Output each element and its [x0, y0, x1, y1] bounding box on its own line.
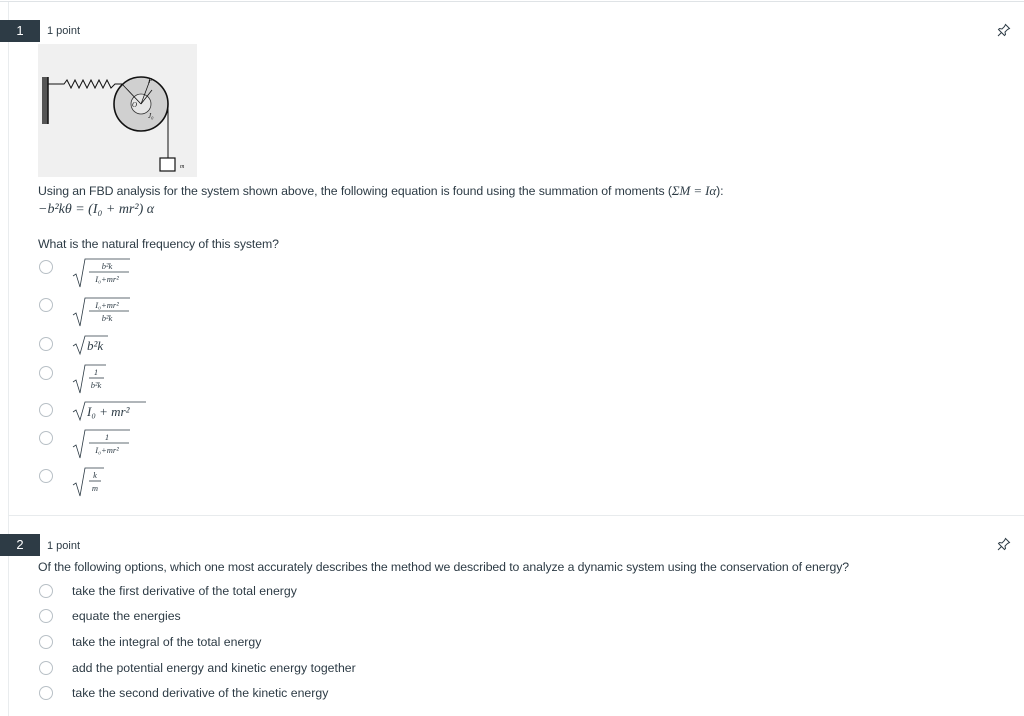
option-1-formula — [70, 257, 134, 289]
left-border — [8, 2, 9, 716]
system-figure — [38, 44, 197, 177]
wall — [42, 77, 48, 124]
radio-option-4[interactable] — [39, 366, 53, 380]
radio-option-1[interactable] — [39, 260, 53, 274]
option-1-denominator: I₀+mr² — [95, 274, 119, 284]
question-points: 1 point — [47, 540, 81, 552]
prompt-math: ΣM = Iα — [671, 183, 717, 198]
option-6-numerator: 1 — [104, 432, 110, 442]
option-7-denominator: m — [91, 483, 99, 493]
option-7-numerator: k — [93, 470, 97, 480]
spring — [48, 80, 122, 88]
question-text: What is the natural frequency of this system? — [38, 237, 279, 251]
top-border — [0, 1, 1024, 2]
radio-option-5[interactable] — [39, 403, 53, 417]
answer-label[interactable]: equate the energies — [72, 609, 181, 623]
question-text: Of the following options, which one most accurately describes the method we described to analyze a dynamic system using the conservation of energy? — [38, 560, 850, 574]
radio-option-1[interactable] — [39, 584, 53, 598]
pin-icon[interactable] — [996, 22, 1012, 38]
option-6-denominator: I₀+mr² — [95, 445, 119, 455]
center-label: O — [132, 101, 138, 109]
radio-option-2[interactable] — [39, 298, 53, 312]
answer-label[interactable]: take the second derivative of the kinetic energy — [72, 686, 329, 700]
option-2-formula — [70, 296, 134, 328]
inertia-label: J₀ — [148, 112, 154, 120]
option-4-formula — [70, 363, 134, 395]
option-6-formula — [70, 428, 134, 460]
question-divider — [8, 515, 1024, 516]
option-2-numerator: I₀+mr² — [95, 300, 119, 310]
radio-option-3[interactable] — [39, 337, 53, 351]
option-4-denominator: b²k — [90, 380, 102, 390]
prompt-suffix: ): — [716, 184, 724, 198]
radio-option-7[interactable] — [39, 469, 53, 483]
option-4-numerator: 1 — [93, 367, 99, 377]
option-5-radicand: I₀ + mr² — [87, 404, 130, 419]
question-number-badge: 2 — [0, 534, 40, 556]
radio-option-4[interactable] — [39, 661, 53, 675]
point-label: P — [148, 77, 153, 85]
radio-option-6[interactable] — [39, 431, 53, 445]
spring-disk-diagram — [38, 44, 197, 177]
prompt-prefix: Using an FBD analysis for the system shown above, the following equation is found using the summation of moments ( — [38, 184, 672, 198]
mass-block — [160, 158, 175, 171]
option-3-radicand: b²k — [87, 338, 104, 353]
option-1-numerator: b²k — [101, 261, 113, 271]
answer-label[interactable]: take the first derivative of the total energy — [72, 584, 297, 598]
question-prompt — [38, 183, 723, 199]
radio-option-3[interactable] — [39, 635, 53, 649]
equation: −b²kθ = (I₀ + mr²) α — [38, 202, 155, 217]
answer-label[interactable]: take the integral of the total energy — [72, 635, 262, 649]
radio-option-2[interactable] — [39, 609, 53, 623]
pin-icon[interactable] — [996, 536, 1012, 552]
radio-option-5[interactable] — [39, 686, 53, 700]
option-7-formula — [70, 466, 134, 498]
answer-label[interactable]: add the potential energy and kinetic energy together — [72, 661, 356, 675]
question-points: 1 point — [47, 25, 81, 37]
mass-label: m — [180, 164, 185, 170]
option-2-denominator: b²k — [101, 313, 113, 323]
option-5-formula — [70, 400, 150, 422]
option-3-formula — [70, 334, 134, 356]
question-number-badge: 1 — [0, 20, 40, 42]
